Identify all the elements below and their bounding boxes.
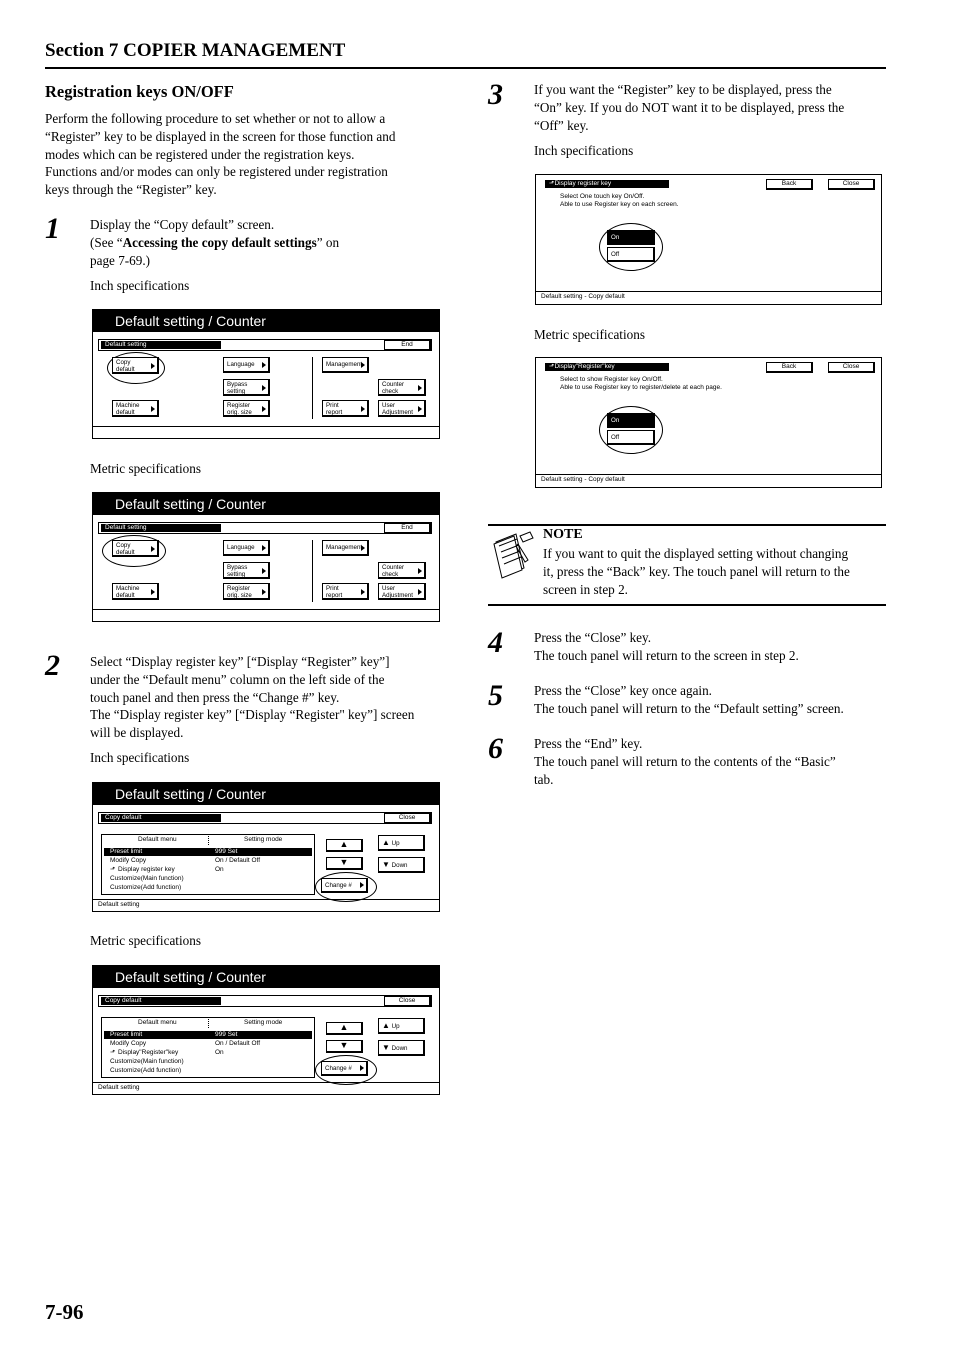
table-row[interactable]: ⬏ Display"Register"key On	[110, 1049, 224, 1056]
machine-default-button[interactable]: Machine default	[112, 583, 159, 600]
intro-paragraph: Perform the following procedure to set whether or not to allow a “Register” key to be displayed in the screen for those function and modes which can be registered under the registration keys. Functions and/or modes can only be registered under registration keys through the “Register” key.	[45, 111, 396, 198]
section-title: Section 7 COPIER MANAGEMENT	[45, 40, 346, 61]
note-text: If you want to quit the displayed setting without changing it, press the “Back” key. The touch panel will return to the screen in step 2.	[543, 546, 850, 597]
description-line: Select One touch key On/Off.	[560, 193, 645, 200]
divider	[312, 540, 313, 602]
language-button[interactable]: Language	[223, 357, 270, 373]
triangle-up-icon: ▲	[339, 839, 349, 849]
user-adjustment-button[interactable]: User Adjustment	[378, 583, 426, 600]
on-button[interactable]: On	[607, 413, 655, 428]
back-button[interactable]: Back	[766, 362, 813, 373]
default-setting-panel-inch	[92, 309, 440, 439]
panel-header: Default setting / Counter	[93, 966, 439, 988]
step-2-number: 2	[45, 649, 60, 682]
table-row[interactable]: Preset limit 999 Set	[104, 1031, 312, 1039]
back-button[interactable]: Back	[766, 179, 813, 190]
note-top-rule	[488, 524, 886, 526]
description-line: Select to show Register key On/Off.	[560, 376, 663, 383]
end-button[interactable]: End	[384, 523, 431, 534]
off-button[interactable]: Off	[607, 430, 655, 445]
machine-default-button[interactable]: Machine default	[112, 400, 159, 417]
bypass-setting-button[interactable]: Bypass setting	[223, 379, 270, 396]
description-line: Able to use Register key to register/delete at each page.	[560, 384, 722, 391]
table-row[interactable]: Modify Copy On / Default Off	[110, 857, 261, 864]
step-5-number: 5	[488, 679, 503, 712]
step-3-number: 3	[488, 78, 503, 111]
user-adjustment-button[interactable]: User Adjustment	[378, 400, 426, 417]
page-heading: Registration keys ON/OFF	[45, 82, 234, 101]
management-button[interactable]: Management	[322, 540, 369, 556]
management-button[interactable]: Management	[322, 357, 369, 373]
step-5-text: Press the “Close” key once again. The touch panel will return to the “Default setting” screen.	[534, 683, 844, 716]
note-title: NOTE	[543, 527, 583, 542]
panel-header: Default setting / Counter	[93, 310, 439, 332]
notepad-icon	[490, 530, 536, 580]
off-button[interactable]: Off	[607, 247, 655, 262]
col-divider	[208, 836, 209, 845]
register-orig-size-button[interactable]: Register orig. size	[223, 400, 270, 417]
panel-footer-rule	[93, 609, 439, 610]
register-key-icon: ⬏	[110, 1049, 116, 1056]
print-report-button[interactable]: Print report	[322, 583, 369, 600]
tab-bar	[98, 995, 432, 1007]
triangle-down-icon: ▼	[339, 1040, 349, 1050]
default-menu-table	[101, 1017, 315, 1078]
divider	[312, 357, 313, 419]
scroll-down-button[interactable]	[326, 1040, 363, 1053]
default-menu-table	[101, 834, 315, 895]
triangle-down-icon: ▼	[382, 1043, 390, 1052]
step-4-text: Press the “Close” key. The touch panel will return to the screen in step 2.	[534, 630, 799, 663]
col-divider	[208, 1019, 209, 1028]
spec-label: Inch specifications	[534, 143, 634, 158]
close-button[interactable]: Close	[828, 179, 875, 190]
triangle-up-icon: ▲	[382, 838, 390, 847]
step-3-text: If you want the “Register” key to be displayed, press the “On” key. If you do NOT want it to be displayed, press the “Off” key.	[534, 82, 845, 133]
triangle-down-icon: ▼	[339, 857, 349, 867]
display-register-panel-inch	[535, 174, 882, 305]
bypass-setting-button[interactable]: Bypass setting	[223, 562, 270, 579]
step-6-number: 6	[488, 732, 503, 765]
scroll-up-button[interactable]	[326, 839, 363, 852]
register-key-icon: ⬏	[549, 180, 555, 187]
col-header-menu: Default menu	[138, 836, 177, 843]
panel-footer-rule	[93, 1082, 439, 1083]
col-header-mode: Setting mode	[244, 836, 283, 843]
triangle-up-icon: ▲	[382, 1021, 390, 1030]
scroll-down-button[interactable]	[326, 857, 363, 870]
up-button[interactable]: ▲ Up	[378, 1018, 425, 1034]
copy-default-panel-metric	[92, 965, 440, 1095]
panel-footer-rule	[93, 899, 439, 900]
copy-default-button[interactable]: Copy default	[112, 357, 159, 374]
panel-title: ⬏Display"Register"key	[545, 363, 669, 371]
title-bar	[541, 179, 873, 189]
table-row[interactable]: Customize(Main function)	[110, 875, 184, 882]
close-button[interactable]: Close	[828, 362, 875, 373]
panel-footer-rule	[536, 474, 881, 475]
panel-footer-rule	[93, 426, 439, 427]
header-rule	[45, 67, 886, 69]
panel-header: Default setting / Counter	[93, 783, 439, 805]
default-setting-panel-metric	[92, 492, 440, 622]
counter-check-button[interactable]: Counter check	[378, 562, 426, 579]
display-register-panel-metric	[535, 357, 882, 488]
counter-check-button[interactable]: Counter check	[378, 379, 426, 396]
language-button[interactable]: Language	[223, 540, 270, 556]
panel-footer: Default setting - Copy default	[541, 293, 625, 300]
triangle-down-icon: ▼	[382, 860, 390, 869]
step-4-number: 4	[488, 626, 503, 659]
spec-label: Inch specifications	[90, 278, 190, 293]
note-bottom-rule	[488, 604, 886, 606]
title-bar	[541, 362, 873, 372]
table-row[interactable]: Preset limit 999 Set	[104, 848, 312, 856]
spec-label: Metric specifications	[90, 933, 201, 948]
description-line: Able to use Register key on each screen.	[560, 201, 679, 208]
close-button[interactable]: Close	[384, 996, 431, 1007]
tab-bar	[98, 339, 432, 351]
change-number-button[interactable]: Change #	[321, 1061, 368, 1076]
end-button[interactable]: End	[384, 340, 431, 351]
step-1-text: Display the “Copy default” screen. (See “Accessing the copy default settings” on page 7-69.)	[90, 217, 340, 268]
tab-copy-default[interactable]: Copy default	[101, 997, 221, 1005]
copy-default-button[interactable]: Copy default	[112, 540, 159, 557]
register-orig-size-button[interactable]: Register orig. size	[223, 583, 270, 600]
panel-footer: Default setting - Copy default	[541, 476, 625, 483]
tab-bar	[98, 812, 432, 824]
register-key-icon: ⬏	[110, 866, 116, 873]
table-row[interactable]: Customize(Main function)	[110, 1058, 184, 1065]
close-button[interactable]: Close	[384, 813, 431, 824]
panel-footer: Default setting	[98, 1084, 140, 1091]
panel-footer-rule	[536, 291, 881, 292]
step-2-text: Select “Display register key” [“Display “Register” key”] under the “Default menu” column on the left side of the touch panel and then press the “Change #” key. The “Display register key” [“Display “Register" key”] screen will be displayed.	[90, 654, 415, 741]
step-1-number: 1	[45, 212, 60, 245]
spec-label: Metric specifications	[534, 327, 645, 342]
tab-copy-default[interactable]: Copy default	[101, 814, 221, 822]
print-report-button[interactable]: Print report	[322, 400, 369, 417]
change-number-button[interactable]: Change #	[321, 878, 368, 893]
panel-title: ⬏Display register key	[545, 180, 669, 188]
step-6-text: Press the “End” key. The touch panel will return to the contents of the “Basic” tab.	[534, 736, 836, 787]
table-row[interactable]: Modify Copy On / Default Off	[110, 1040, 261, 1047]
scroll-up-button[interactable]	[326, 1022, 363, 1035]
copy-default-panel-inch	[92, 782, 440, 912]
up-button[interactable]: ▲ Up	[378, 835, 425, 851]
spec-label: Metric specifications	[90, 461, 201, 476]
table-row[interactable]: Customize(Add function)	[110, 884, 182, 891]
table-row[interactable]: Customize(Add function)	[110, 1067, 182, 1074]
tab-bar	[98, 522, 432, 534]
down-button[interactable]: ▼ Down	[378, 1040, 425, 1056]
triangle-up-icon: ▲	[339, 1022, 349, 1032]
col-header-menu: Default menu	[138, 1019, 177, 1026]
register-key-icon: ⬏	[549, 363, 555, 370]
panel-header: Default setting / Counter	[93, 493, 439, 515]
tab-default-setting[interactable]: Default setting	[101, 341, 221, 349]
down-button[interactable]: ▼ Down	[378, 857, 425, 873]
col-header-mode: Setting mode	[244, 1019, 283, 1026]
panel-footer: Default setting	[98, 901, 140, 908]
on-button[interactable]: On	[607, 230, 655, 245]
table-row[interactable]: ⬏ Display register key On	[110, 866, 224, 873]
page-number: 7-96	[45, 1300, 84, 1324]
spec-label: Inch specifications	[90, 750, 190, 765]
tab-default-setting[interactable]: Default setting	[101, 524, 221, 532]
